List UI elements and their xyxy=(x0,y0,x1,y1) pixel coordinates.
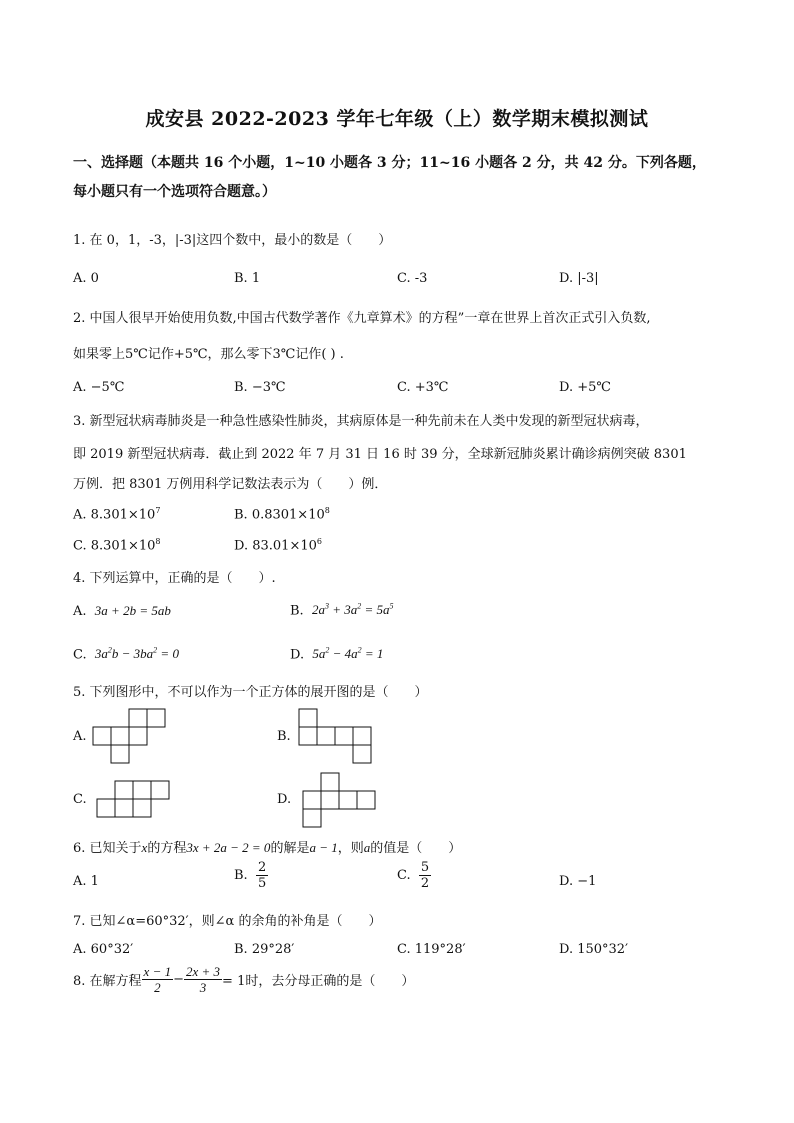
q5-option-c-label[interactable]: C. xyxy=(73,792,87,807)
q3-option-d[interactable]: D. $83.01\times 10^6$ xyxy=(234,537,322,554)
q3-stem-line1: 3. 新型冠状病毒肺炎是一种急性感染性肺炎，其病原体是一种先前未在人类中发现的新型冠状病毒， xyxy=(73,414,649,429)
q6-option-d[interactable]: D. −1 xyxy=(559,874,597,889)
q1-option-b[interactable]: B. 1 xyxy=(234,271,261,286)
q4-option-b[interactable]: B. $2a^3 + 3a^2 = 5a^5$ xyxy=(290,602,394,619)
q7-option-c[interactable]: C. 119°28′ xyxy=(397,942,466,957)
q4-option-c[interactable]: C. $3a^2b - 3ba^2 = 0$ xyxy=(73,646,179,663)
q2-option-c[interactable]: C. +3℃ xyxy=(397,380,449,395)
q1-option-c[interactable]: C. -3 xyxy=(397,271,428,286)
q5-net-d[interactable] xyxy=(302,772,382,828)
q4-option-a[interactable]: A. 3a + 2b = 5ab xyxy=(73,603,171,619)
q2-option-d[interactable]: D. +5℃ xyxy=(559,380,611,395)
q2-stem-line1: 2. 中国人很早开始使用负数,中国古代数学著作《九章算术》的方程”一章在世界上首次正式引入负数, xyxy=(73,311,651,326)
q2-option-a[interactable]: A. −5℃ xyxy=(73,380,125,395)
q5-option-d-label[interactable]: D. xyxy=(277,792,292,807)
q5-option-b-label[interactable]: B. xyxy=(277,729,291,744)
q7-option-a[interactable]: A. 60°32′ xyxy=(73,942,134,957)
q1-stem: 1. 在 0，1，-3，|-3|这四个数中，最小的数是（ ） xyxy=(73,233,392,248)
q4-stem: 4. 下列运算中，正确的是（ ）. xyxy=(73,571,276,586)
q7-option-b[interactable]: B. 29°28′ xyxy=(234,942,295,957)
q6-stem: 6. 已知关于x的方程3x + 2a − 2 = 0的解是a − 1，则a的值是（ ） xyxy=(73,840,462,856)
q5-option-a-label[interactable]: A. xyxy=(73,729,87,744)
q3-option-c[interactable]: C. $8.301\times 10^8$ xyxy=(73,537,161,554)
section1-heading-line1: 一、选择题（本题共 16 个小题，1~10 小题各 3 分；11~16 小题各 2 分，共 42 分。下列各题， xyxy=(73,155,706,171)
q3-stem-line3: 万例．把 8301 万例用科学记数法表示为（ ）例． xyxy=(73,477,388,492)
q2-stem-line2: 如果零上5℃记作+5℃，那么零下3℃记作( ) . xyxy=(73,347,344,362)
q7-option-d[interactable]: D. 150°32′ xyxy=(559,942,629,957)
q5-stem: 5. 下列图形中，不可以作为一个正方体的展开图的是（ ） xyxy=(73,685,428,700)
q1-option-a[interactable]: A. 0 xyxy=(73,271,99,286)
q3-stem-line2: 即 2019 新型冠状病毒．截止到 2022 年 7 月 31 日 16 时 39 分，全球新冠肺炎累计确诊病例突破 8301 xyxy=(73,447,687,462)
q2-option-b[interactable]: B. −3℃ xyxy=(234,380,286,395)
q5-net-b[interactable] xyxy=(298,708,378,764)
q6-option-b[interactable]: B. $\frac{2}{5}$ xyxy=(234,860,267,891)
q4-option-d[interactable]: D. $5a^2 - 4a^2 = 1$ xyxy=(290,646,384,663)
q5-net-c[interactable] xyxy=(96,780,176,820)
q3-option-a[interactable]: A. $8.301\times 10^7$ xyxy=(73,506,161,523)
q5-net-a[interactable] xyxy=(92,708,172,764)
section1-heading-line2: 每小题只有一个选项符合题意。） xyxy=(73,184,276,200)
q1-option-d[interactable]: D. |-3| xyxy=(559,271,599,286)
q7-stem: 7. 已知∠α=60°32′，则∠α 的余角的补角是（ ） xyxy=(73,914,382,929)
q3-option-b[interactable]: B. $0.8301\times 10^8$ xyxy=(234,506,330,523)
q8-stem: 8. 在解方程 $\frac{x - 1}{2}$ − $\frac{2x + 3}{3}$ = 1时，去分母正确的是（ ） xyxy=(73,964,415,995)
page-title: 成安县 2022-2023 学年七年级（上）数学期末模拟测试 xyxy=(145,108,649,130)
q6-option-c[interactable]: C. $\frac{5}{2}$ xyxy=(397,860,430,891)
q6-option-a[interactable]: A. 1 xyxy=(73,874,99,889)
